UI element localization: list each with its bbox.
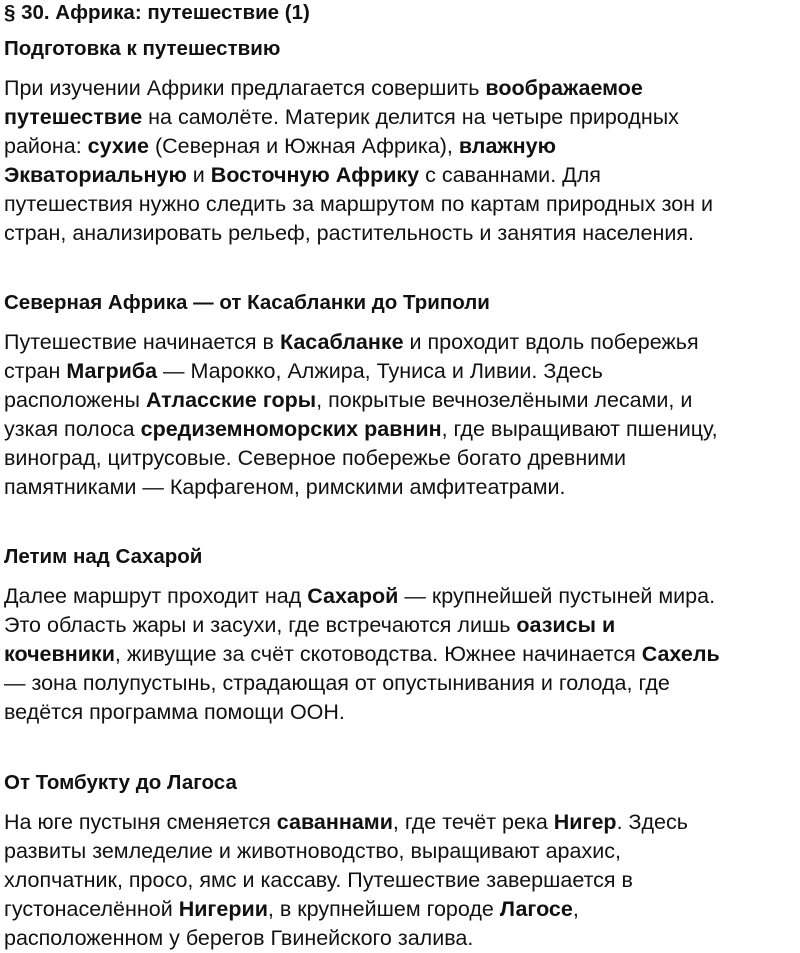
bold-term: саваннами [276,810,393,834]
text-line [4,328,800,357]
bold-term: оазисы и [516,613,616,637]
text-segment: , где выращивают пшеницу, [441,417,718,441]
text-segment: путешествия нужно следить за маршрутом по картам природных зон и [4,192,714,216]
bold-term: Магриба [66,359,158,383]
text-segment: (Северная и Южная Африка), [148,134,459,158]
bold-term: Лагосе [499,897,573,921]
text-segment: густонаселённой [4,897,179,921]
bold-term: Касабланке [279,330,404,354]
bold-term: путешествие [4,105,143,129]
bold-term: Сахарой [307,584,399,608]
text-line [4,582,800,611]
text-segment: , [572,897,579,921]
text-line [4,74,800,103]
text-segment: Это область жары и засухи, где встречаются лишь [4,613,517,637]
text-line [4,415,800,444]
text-line [4,190,800,219]
bold-term: Нигер [553,810,617,834]
text-segment: памятниками — Карфагеном, римскими амфитеатрами. [4,475,566,499]
section-paragraph [4,582,800,727]
section-paragraph [4,808,800,953]
text-segment: , живущие за счёт скотоводства. Южнее начинается [114,642,642,666]
bold-term: воображаемое [485,76,643,100]
bold-term: Сахель [641,642,720,666]
text-line [4,219,800,248]
text-line [4,808,800,837]
text-line [4,669,800,698]
text-line [4,698,800,727]
text-line [4,837,800,866]
text-segment: ведётся программа помощи ООН. [4,700,345,724]
text-line [4,640,800,669]
text-segment: При изучении Африки предлагается совершить [4,76,486,100]
text-segment: На юге пустыня сменяется [4,810,277,834]
text-segment: на самолёте. Материк делится на четыре природных [142,105,679,129]
bold-term: Восточную Африку [210,163,420,187]
text-segment: узкая полоса [4,417,141,441]
text-line [4,161,800,190]
text-line [4,611,800,640]
section-heading: Подготовка к путешествию [4,37,281,60]
text-segment: Путешествие начинается в [4,330,280,354]
bold-term: кочевники [4,642,115,666]
text-segment: района: [4,134,88,158]
text-line [4,132,800,161]
text-segment: , где течёт река [392,810,554,834]
text-line [4,444,800,473]
bold-term: Экваториальную [4,163,187,187]
text-segment: Далее маршрут проходит над [4,584,308,608]
text-segment: стран [4,359,67,383]
section-heading: От Томбукту до Лагоса [4,771,237,794]
text-segment: и проходит вдоль побережья [403,330,699,354]
text-line [4,103,800,132]
text-segment: расположены [4,388,146,412]
text-line [4,866,800,895]
text-line [4,473,800,502]
text-segment: — крупнейшей пустыней мира. [398,584,716,608]
text-segment: стран, анализировать рельеф, растительность и занятия населения. [4,221,695,245]
text-line [4,386,800,415]
text-segment: , в крупнейшем городе [267,897,500,921]
text-segment: виноград, цитрусовые. Северное побережье богато древними [4,446,627,470]
text-segment: . Здесь [616,810,688,834]
text-segment: — Марокко, Алжира, Туниса и Ливии. Здесь [157,359,603,383]
text-segment: хлопчатник, просо, ямс и кассаву. Путешествие завершается в [4,868,633,892]
page-title: § 30. Африка: путешествие (1) [4,1,310,24]
bold-term: сухие [87,134,149,158]
section-paragraph [4,74,800,248]
text-line [4,895,800,924]
bold-term: средиземноморских равнин [140,417,442,441]
text-segment: — зона полупустынь, страдающая от опустынивания и голода, где [4,671,670,695]
section-heading: Летим над Сахарой [4,545,203,568]
section-heading: Северная Африка — от Касабланки до Триполи [4,291,490,314]
bold-term: влажную [458,134,556,158]
text-segment: , покрытые вечнозелёными лесами, и [316,388,693,412]
bold-term: Нигерии [178,897,268,921]
text-line [4,924,800,953]
bold-term: Атласские горы [145,388,317,412]
text-segment: с саваннами. Для [419,163,601,187]
text-line [4,357,800,386]
section-paragraph [4,328,800,502]
text-segment: развиты земледелие и животноводство, выращивают арахис, [4,839,621,863]
text-segment: расположенном у берегов Гвинейского залива. [4,926,474,950]
text-segment: и [186,163,211,187]
